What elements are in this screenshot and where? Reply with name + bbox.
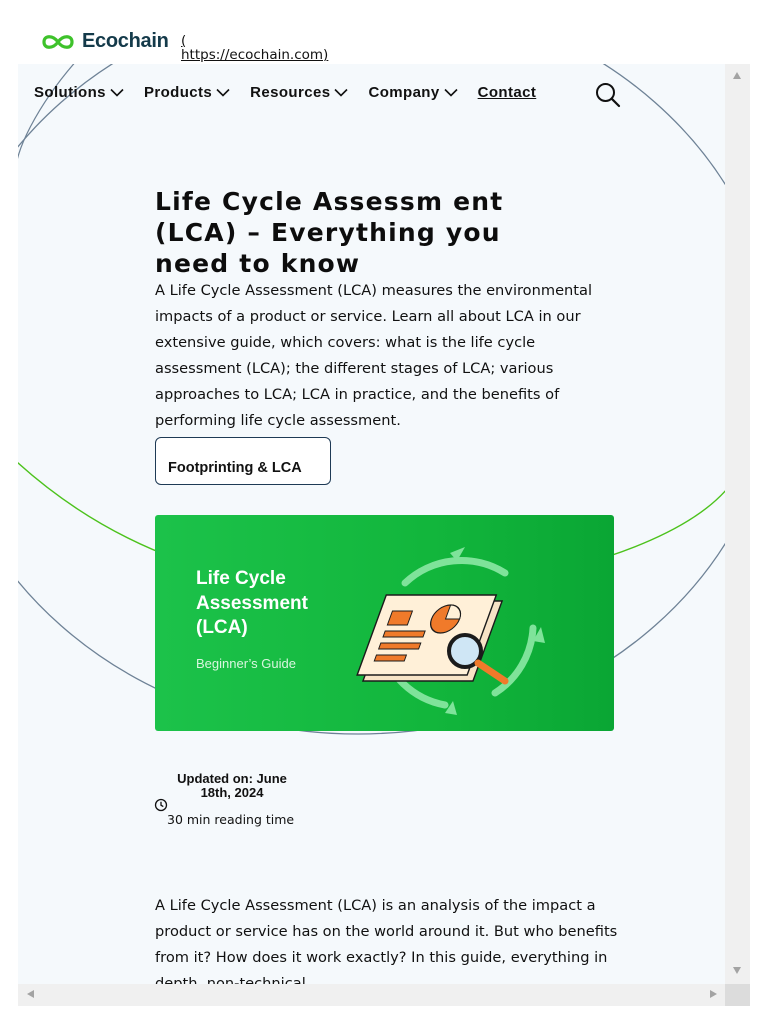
vertical-scrollbar[interactable] bbox=[725, 64, 750, 984]
site-header bbox=[0, 0, 768, 64]
nav-label: Solutions bbox=[34, 84, 106, 101]
scroll-right-arrow-icon[interactable] bbox=[710, 990, 717, 998]
nav-label: Resources bbox=[250, 84, 331, 101]
banner-title: Life Cycle Assessment (LCA) bbox=[196, 568, 308, 638]
scroll-down-arrow-icon[interactable] bbox=[733, 967, 741, 974]
nav-item-products[interactable] bbox=[144, 84, 230, 101]
main-nav bbox=[34, 84, 556, 101]
brand-url-link[interactable]: ( https://ecochain.com) bbox=[181, 33, 329, 63]
chevron-down-icon bbox=[334, 88, 348, 97]
search-icon[interactable] bbox=[594, 81, 622, 109]
nav-item-company[interactable] bbox=[368, 84, 457, 101]
horizontal-scrollbar[interactable] bbox=[18, 984, 725, 1006]
chevron-down-icon bbox=[110, 88, 124, 97]
nav-item-resources[interactable] bbox=[250, 84, 348, 101]
reading-time: 30 min reading time bbox=[167, 812, 295, 827]
infinity-logo-icon bbox=[38, 32, 78, 52]
brand-name: Ecochain bbox=[82, 30, 169, 52]
nav-item-solutions[interactable] bbox=[34, 84, 124, 101]
banner-subtitle: Beginner’s Guide bbox=[196, 656, 296, 671]
clock-icon bbox=[154, 798, 168, 812]
hero-banner bbox=[155, 515, 614, 731]
category-tag-button[interactable]: Footprinting & LCA bbox=[155, 437, 331, 485]
nav-label: Company bbox=[368, 84, 440, 101]
scroll-left-arrow-icon[interactable] bbox=[27, 990, 34, 998]
scrollbar-corner bbox=[725, 984, 750, 1006]
chevron-down-icon bbox=[216, 88, 230, 97]
ecochain-logo[interactable] bbox=[38, 30, 169, 53]
nav-item-contact[interactable]: Contact bbox=[477, 84, 537, 101]
updated-date: Updated on: June 18th, 2024 bbox=[177, 771, 287, 800]
chevron-down-icon bbox=[444, 88, 458, 97]
lca-illustration-icon bbox=[345, 533, 565, 718]
nav-label: Products bbox=[143, 84, 213, 101]
page-title: Life Cycle Assessm ent (LCA) – Everything you need to know bbox=[155, 187, 504, 278]
scroll-up-arrow-icon[interactable] bbox=[733, 72, 741, 79]
page-description: A Life Cycle Assessment (LCA) measures the environmental impacts of a product or service. Learn all about LCA in our extensive guide, which covers: what is the life cycle assessment (LCA); the different stages of LCA; various approaches to LCA; LCA in practice, and the benefits of performing life cycle assessment. bbox=[155, 282, 593, 429]
article-intro: A Life Cycle Assessment (LCA) is an analysis of the impact a product or service has on the world around it. But who benefits from it? How does it work exactly? In this guide, everything in bbox=[155, 897, 618, 966]
